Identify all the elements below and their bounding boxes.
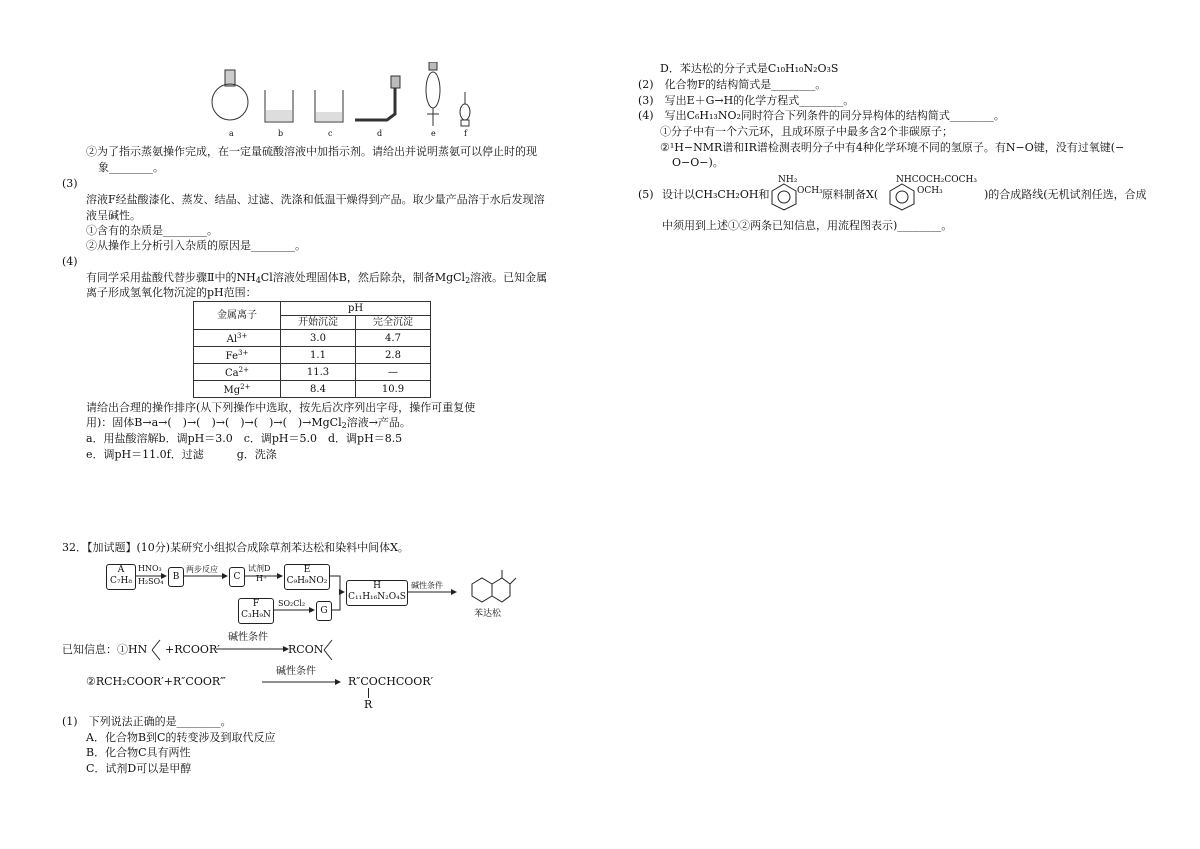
q1-option-A: A．化合物B到C的转变涉及到取代反应 [86, 731, 276, 744]
known-info-1-product: RCON [288, 643, 324, 656]
apparatus-flask-a [212, 70, 248, 120]
q1-stem: (1) 下列说法正确的是________。 [62, 715, 232, 728]
scheme-reagent-H: H⁺ [256, 574, 268, 583]
q32-title: 32．【加试题】(10分)某研究小组拟合成除草剂苯达松和染料中间体X。 [62, 541, 409, 554]
scheme-arrows [100, 560, 520, 630]
scheme-box-G: G [316, 601, 332, 621]
q4-condition-2: ②¹H−NMR谱和IR谱检测表明分子中有4种化学环境不同的氢原子。有N−O键，没有过氧键(− [660, 141, 1125, 154]
apparatus-beaker-b [265, 90, 293, 122]
q4-options-line2: e．调pH＝11.0f．过滤 g．洗涤 [86, 448, 277, 461]
x-och3-label: OCH₃ [917, 186, 943, 196]
known-info-1-arrow [216, 644, 296, 654]
table-row: $Ca^{2+}$ 11.3 — [194, 364, 431, 381]
q5-text-d: 中须用到上述①②两条已知信息，用流程图表示)________。 [662, 219, 953, 232]
scheme-reagent-so2cl2: SO₂Cl₂ [278, 599, 306, 608]
scheme-reagent-two-step: 两步反应 [186, 565, 218, 574]
table-row: $Fe^{3+}$ 1.1 2.8 [194, 347, 431, 364]
q2-2-line2: 象________。 [98, 161, 164, 174]
q3-text-line2: 液呈碱性。 [86, 209, 141, 222]
q3-sub2: ②从操作上分析引入杂质的原因是________。 [86, 239, 306, 252]
apparatus-label-d: d [377, 129, 383, 138]
x-benzene-ring [888, 182, 918, 212]
q4-condition-2b: O−O−)。 [672, 156, 724, 169]
scheme-box-F: F C₃H₉N [238, 598, 274, 624]
known-info-2-condition: 碱性条件 [276, 666, 316, 677]
q2-2-line1: ②为了指示蒸氨操作完成，在一定量硫酸溶液中加指示剂。请给出并说明蒸氨可以停止时的现 [86, 145, 537, 158]
q3-equation: (3) 写出E＋G→H的化学方程式________。 [638, 94, 855, 107]
apparatus-label-f: f [464, 129, 467, 138]
q4-text-line2: 离子形成氢氧化物沉淀的pH范围： [86, 286, 257, 299]
benzodiazine-product-structure [472, 570, 516, 602]
scheme-box-A: A C₇H₈ [106, 564, 136, 590]
ncon-bond-marks [322, 636, 342, 664]
ph-table [193, 301, 431, 398]
scheme-box-C: C [229, 567, 245, 587]
q4-text-line3: 请给出合理的操作排序(从下列操作中选取，按先后次序列出字母，操作可重复使 [86, 401, 476, 414]
sm-benzene-ring [770, 182, 800, 212]
table-header-full: 完全沉淀 [356, 316, 431, 330]
scheme-box-E: E C₉H₉NO₂ [284, 564, 330, 590]
q1-option-B: B．化合物C具有两性 [86, 746, 191, 759]
sm-och3-label: OCH₃ [797, 186, 823, 196]
q2-F-structure: (2) 化合物F的结构简式是________。 [638, 78, 827, 91]
scheme-product-label: 苯达松 [474, 609, 502, 619]
known-info-2-left: ②RCH₂COOR′+R″COOR‴ [86, 675, 226, 688]
apparatus-label-c: c [328, 129, 333, 138]
q5-text-a: 设计以CH₃CH₂OH和 [662, 188, 770, 201]
known-info-2-product: R″COCHCOOR′ [348, 675, 434, 688]
scheme-reagent-D: 试剂D [248, 564, 271, 573]
q3-text-line1: 溶液F经盐酸漆化、蒸发、结晶、过滤、洗涤和低温干燥得到产品。取少量产品溶于水后发现溶 [86, 193, 545, 206]
scheme-reagent-h2so4: H₂SO₄ [138, 577, 164, 586]
q3-sub1: ①含有的杂质是________。 [86, 224, 218, 237]
apparatus-label-a: a [229, 129, 234, 138]
q4-isomer: (4) 写出C₆H₁₃NO₂同时符合下列条件的同分异构体的结构简式________。 [638, 109, 1005, 122]
table-row: $Mg^{2+}$ 8.4 10.9 [194, 381, 431, 398]
apparatus-label-e: e [431, 129, 436, 138]
scheme-box-B: B [168, 567, 184, 587]
apparatus-flask-f [460, 92, 470, 126]
known-info-1-condition: 碱性条件 [228, 632, 268, 643]
known-info-2-R: R [364, 698, 373, 711]
scheme-reagent-hno3: HNO₃ [138, 564, 162, 573]
q1-option-C: C．试剂D可以是甲醇 [86, 762, 192, 775]
q4-condition-1: ①分子中有一个六元环，且成环原子中最多含2个非碳原子； [660, 125, 953, 138]
q3-number: (3) [62, 177, 78, 190]
table-header-ph: pH [281, 302, 431, 316]
sm-nh2-label: NH₂ [778, 175, 798, 185]
table-row: $Al^{3+}$ 3.0 4.7 [194, 330, 431, 347]
known-info-2-arrow [262, 677, 348, 687]
q5-number: (5) [638, 188, 654, 201]
table-header-start: 开始沉淀 [281, 316, 356, 330]
table-header-ion: 金属离子 [194, 302, 281, 330]
q1-option-D: D．苯达松的分子式是C₁₀H₁₀N₂O₃S [660, 62, 839, 75]
apparatus-label-b: b [278, 129, 284, 138]
apparatus-figure [205, 62, 485, 140]
known-info-1-label: 已知信息：①HN [62, 643, 148, 656]
q4-number: (4) [62, 255, 78, 268]
x-substituent-label: NHCOCH₂COCH₃ [896, 175, 977, 185]
scheme-reagent-base: 碱性条件 [411, 581, 443, 590]
apparatus-burette-e [426, 62, 440, 126]
q4-text-line1: 有同学采用盐酸代替步骤Ⅱ中的$NH_4Cl$溶液处理固体B，然后除杂，制备MgCl$_2$溶液。已知金属 [86, 271, 548, 285]
known-info-1-ester: +RCOOR′ [165, 643, 220, 656]
apparatus-tube-d [355, 76, 400, 120]
apparatus-beaker-c [315, 90, 343, 122]
q4-text-line4: 用)：固体B→a→( )→( )→( )→( )→( )→MgCl$_2$溶液→产品。 [86, 416, 411, 430]
q5-text-b: 原料制备X( [822, 188, 879, 201]
q4-options-line1: a．用盐酸溶解b．调pH＝3.0 c．调pH＝5.0 d．调pH＝8.5 [86, 432, 403, 445]
scheme-box-H: H C₁₁H₁₆N₂O₄S [346, 580, 408, 606]
q5-text-c: )的合成路线(无机试剂任选，合成 [984, 188, 1147, 201]
